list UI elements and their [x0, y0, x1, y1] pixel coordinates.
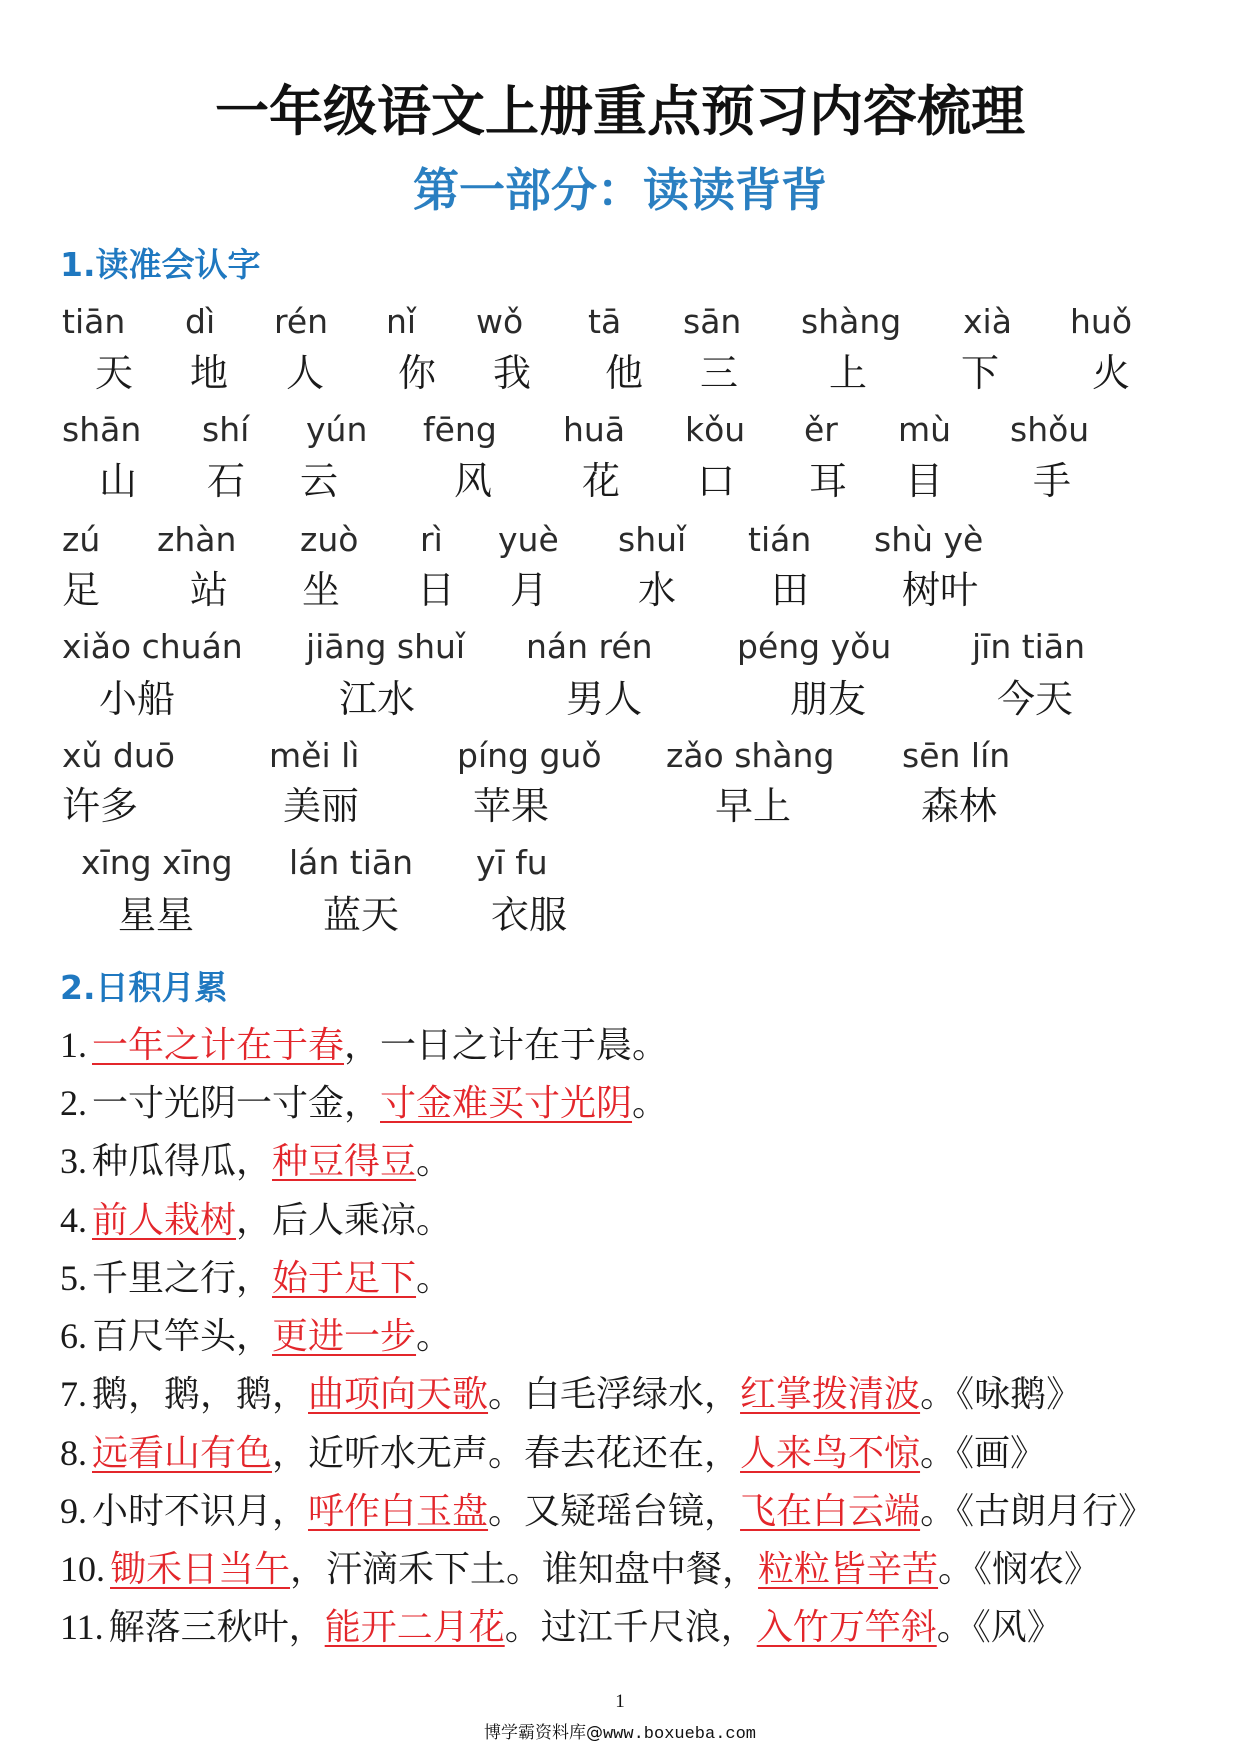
verse-segment: 锄禾日当午 [110, 1549, 291, 1590]
hanzi-text: 耳 [809, 459, 848, 503]
hanzi-text: 手 [1033, 459, 1072, 503]
line-number: 11. [60, 1607, 104, 1647]
pinyin-text: mù [898, 410, 952, 449]
verse-segment: 呼作白玉盘 [308, 1491, 489, 1532]
pinyin-text: wǒ [476, 302, 524, 341]
verse-line [60, 1602, 1063, 1653]
verse-segment: 千里之行， [92, 1258, 273, 1299]
hanzi-text: 早上 [715, 784, 792, 828]
line-number: 5. [60, 1258, 87, 1298]
verse-segment: 。过江千尺浪， [504, 1607, 757, 1648]
hanzi-text: 衣服 [491, 893, 568, 937]
line-number: 7. [60, 1374, 87, 1414]
pinyin-text: dì [185, 302, 216, 341]
hanzi-text: 目 [905, 459, 944, 503]
verse-segment: ，后人乘凉。 [236, 1200, 453, 1241]
section-heading-characters: 1.读准会认字 [60, 245, 261, 284]
footer-watermark [0, 1721, 1240, 1747]
pinyin-text: shān [62, 410, 142, 449]
verse-segment: 。《画》 [920, 1433, 1047, 1474]
verse-segment: 。又疑瑶台镜， [488, 1491, 741, 1532]
hanzi-text: 人 [286, 351, 325, 395]
pinyin-text: yī fu [476, 843, 548, 882]
hanzi-text: 足 [62, 568, 101, 612]
hanzi-text: 许多 [62, 784, 139, 828]
verse-segment: 能开二月花 [324, 1607, 505, 1648]
verse-line [60, 1369, 1082, 1420]
verse-line [60, 1253, 452, 1304]
verse-segment: ，汗滴禾下土。谁知盘中餐， [290, 1549, 759, 1590]
verse-line [60, 1486, 1154, 1537]
line-number: 10. [60, 1549, 105, 1589]
hanzi-text: 天 [95, 351, 134, 395]
verse-segment: 。 [416, 1316, 453, 1357]
verse-line [60, 1428, 1046, 1479]
hanzi-text: 苹果 [473, 784, 550, 828]
pinyin-text: rén [274, 302, 329, 341]
hanzi-text: 小船 [99, 677, 176, 721]
line-number: 4. [60, 1200, 87, 1240]
hanzi-text: 火 [1092, 351, 1131, 395]
line-number: 6. [60, 1316, 87, 1356]
verse-segment: ，近听水无声。春去花还在， [272, 1433, 741, 1474]
hanzi-text: 云 [300, 459, 339, 503]
pinyin-text: shuǐ [618, 520, 687, 559]
hanzi-text: 森林 [921, 784, 998, 828]
verse-segment: 百尺竿头， [92, 1316, 273, 1357]
verse-segment: 人来鸟不惊 [740, 1433, 921, 1474]
pinyin-text: yún [306, 410, 368, 449]
hanzi-text: 日 [417, 568, 456, 612]
pinyin-text: sān [683, 302, 742, 341]
verse-line [60, 1136, 452, 1187]
line-number: 9. [60, 1491, 87, 1531]
pinyin-text: rì [420, 520, 443, 559]
hanzi-text: 男人 [566, 677, 643, 721]
verse-line [60, 1020, 668, 1071]
pinyin-text: xià [963, 302, 1012, 341]
hanzi-text: 我 [493, 351, 532, 395]
hanzi-text: 三 [700, 351, 739, 395]
line-number: 8. [60, 1433, 87, 1473]
hanzi-text: 你 [398, 351, 437, 395]
pinyin-text: píng guǒ [457, 736, 602, 775]
line-number: 2. [60, 1083, 87, 1123]
pinyin-text: huǒ [1070, 302, 1133, 341]
pinyin-text: huā [563, 410, 626, 449]
verse-segment: 种豆得豆 [272, 1141, 417, 1182]
verse-line [60, 1078, 668, 1129]
verse-segment: 红掌拨清波 [740, 1374, 921, 1415]
hanzi-text: 树叶 [902, 568, 979, 612]
verse-segment: 。 [416, 1258, 453, 1299]
pinyin-text: ěr [804, 410, 838, 449]
verse-line [60, 1311, 452, 1362]
verse-segment: 。 [632, 1083, 669, 1124]
section-heading-daily-accumulation: 2.日积月累 [60, 968, 228, 1007]
page-number: 1 [615, 1691, 625, 1712]
line-number: 3. [60, 1141, 87, 1181]
hanzi-text: 下 [961, 351, 1000, 395]
footer-url: www.boxueba.com [602, 1725, 757, 1744]
hanzi-text: 上 [829, 351, 868, 395]
pinyin-text: shàng [801, 302, 902, 341]
verse-segment: 。《风》 [936, 1607, 1063, 1648]
verse-segment: 小时不识月， [92, 1491, 309, 1532]
verse-segment: 。 [416, 1141, 453, 1182]
hanzi-text: 花 [582, 459, 621, 503]
hanzi-text: 风 [454, 459, 493, 503]
hanzi-text: 山 [99, 459, 138, 503]
pinyin-text: sēn lín [902, 736, 1011, 775]
pinyin-text: jiāng shuǐ [306, 627, 466, 666]
verse-segment: 一寸光阴一寸金， [92, 1083, 381, 1124]
verse-segment: 鹅，鹅，鹅， [92, 1374, 309, 1415]
pinyin-text: lán tiān [289, 843, 414, 882]
verse-segment: 种瓜得瓜， [92, 1141, 273, 1182]
hanzi-text: 今天 [997, 677, 1074, 721]
pinyin-text: péng yǒu [737, 627, 892, 666]
verse-line [60, 1195, 452, 1246]
hanzi-text: 田 [771, 568, 810, 612]
verse-segment: 始于足下 [272, 1258, 417, 1299]
pinyin-text: xǔ duō [62, 736, 175, 775]
hanzi-text: 星星 [118, 893, 195, 937]
pinyin-text: fēng [423, 410, 497, 449]
pinyin-text: zǎo shàng [666, 736, 835, 775]
pinyin-text: nán rén [526, 627, 653, 666]
hanzi-text: 站 [190, 568, 229, 612]
pinyin-text: tián [748, 520, 812, 559]
pinyin-text: shǒu [1010, 410, 1090, 449]
pinyin-text: xīng xīng [81, 843, 233, 882]
pinyin-text: měi lì [269, 736, 360, 775]
footer-label: 博学霸资料库@ [483, 1723, 603, 1743]
verse-segment: 。《咏鹅》 [920, 1374, 1083, 1415]
hanzi-text: 口 [697, 459, 736, 503]
pinyin-text: jīn tiān [972, 627, 1085, 666]
verse-segment: 解落三秋叶， [108, 1607, 325, 1648]
verse-segment: 粒粒皆辛苦 [758, 1549, 939, 1590]
pinyin-text: shù yè [874, 520, 984, 559]
pinyin-text: zú [62, 520, 101, 559]
pinyin-text: xiǎo chuán [62, 627, 243, 666]
verse-segment: 前人栽树 [92, 1200, 237, 1241]
verse-segment: 更进一步 [272, 1316, 417, 1357]
hanzi-text: 江水 [339, 677, 416, 721]
pinyin-text: tā [588, 302, 622, 341]
hanzi-text: 蓝天 [323, 893, 400, 937]
hanzi-text: 月 [510, 568, 549, 612]
page-title: 一年级语文上册重点预习内容梳理 [215, 80, 1025, 143]
pinyin-text: zuò [300, 520, 359, 559]
hanzi-text: 石 [207, 459, 246, 503]
verse-segment: 入竹万竿斜 [756, 1607, 937, 1648]
pinyin-text: tiān [62, 302, 126, 341]
pinyin-text: shí [202, 410, 250, 449]
verse-segment: 寸金难买寸光阴 [380, 1083, 633, 1124]
verse-segment: 飞在白云端 [740, 1491, 921, 1532]
hanzi-text: 水 [638, 568, 677, 612]
pinyin-text: kǒu [685, 410, 746, 449]
pinyin-text: yuè [498, 520, 559, 559]
verse-segment: 。《悯农》 [938, 1549, 1101, 1590]
verse-segment: 。《古朗月行》 [920, 1491, 1155, 1532]
hanzi-text: 朋友 [790, 677, 867, 721]
verse-segment: ，一日之计在于晨。 [344, 1025, 669, 1066]
verse-segment: 曲项向天歌 [308, 1374, 489, 1415]
part-title: 第一部分：读读背背 [413, 163, 827, 217]
hanzi-text: 坐 [302, 568, 341, 612]
pinyin-text: nǐ [386, 302, 417, 341]
hanzi-text: 美丽 [283, 784, 360, 828]
verse-line [60, 1544, 1100, 1595]
verse-segment: 。白毛浮绿水， [488, 1374, 741, 1415]
hanzi-text: 地 [190, 351, 229, 395]
line-number: 1. [60, 1025, 87, 1065]
verse-segment: 一年之计在于春 [92, 1025, 345, 1066]
hanzi-text: 他 [605, 351, 644, 395]
verse-segment: 远看山有色 [92, 1433, 273, 1474]
pinyin-text: zhàn [157, 520, 237, 559]
